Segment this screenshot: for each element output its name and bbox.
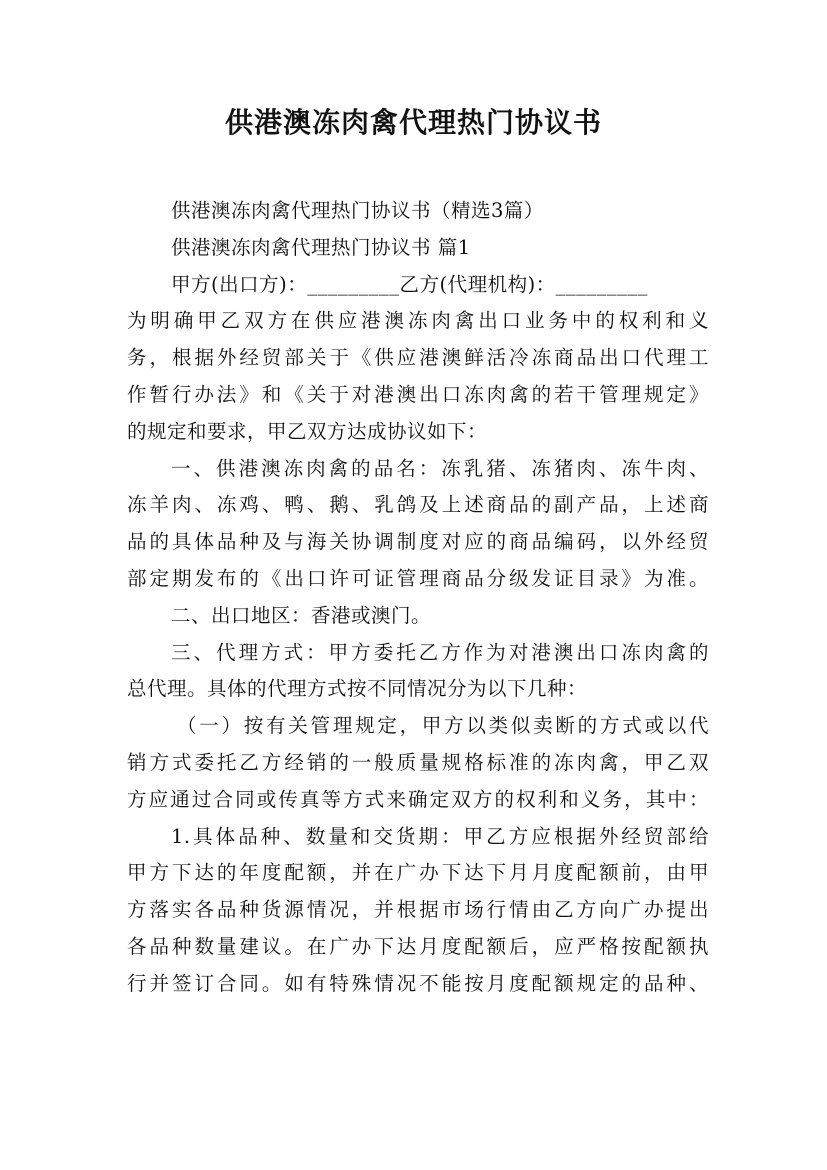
subtitle-line: 供港澳冻肉禽代理热门协议书（精选3篇） bbox=[171, 199, 544, 222]
paragraph-line: 的规定和要求，甲乙双方达成协议如下： bbox=[127, 419, 488, 443]
subclause-line: （一）按有关管理规定，甲方以类似卖断的方式或以代 bbox=[177, 714, 709, 738]
paragraph-line: 务，根据外经贸部关于《供应港澳鲜活冷冻商品出口代理工 bbox=[127, 346, 709, 370]
item-line: 甲方下达的年度配额，并在广办下达下月月度配额前，由甲 bbox=[127, 861, 709, 885]
item-line: 各品种数量建议。在广办下达月度配额后，应严格按配额执 bbox=[127, 934, 709, 958]
clause-line: 品的具体品种及与海关协调制度对应的商品编码，以外经贸 bbox=[127, 530, 709, 554]
paragraph-line: 为明确甲乙双方在供应港澳冻肉禽出口业务中的权利和义 bbox=[127, 309, 709, 333]
item-line: 方落实各品种货源情况，并根据市场行情由乙方向广办提出 bbox=[127, 898, 709, 922]
subclause-line: 方应通过合同或传真等方式来确定双方的权利和义务，其中： bbox=[127, 787, 709, 811]
document-body bbox=[127, 193, 709, 1003]
item-line: 行并签订合同。如有特殊情况不能按月度配额规定的品种、 bbox=[127, 971, 709, 995]
document-title: 供港澳冻肉禽代理热门协议书 bbox=[224, 106, 602, 139]
item-line: 1.具体品种、数量和交货期：甲乙方应根据外经贸部给 bbox=[171, 824, 709, 848]
paragraph-line: 作暂行办法》和《关于对港澳出口冻肉禽的若干管理规定》 bbox=[127, 382, 709, 406]
clause-line: 二、出口地区：香港或澳门。 bbox=[171, 603, 432, 627]
clause-line: 部定期发布的《出口许可证管理商品分级发证目录》为准。 bbox=[127, 566, 709, 590]
clause-line: 一、供港澳冻肉禽的品名：冻乳猪、冻猪肉、冻牛肉、 bbox=[171, 456, 709, 480]
parties-line: 甲方(出口方)：_________乙方(代理机构)：_________ bbox=[171, 272, 648, 296]
section-heading: 供港澳冻肉禽代理热门协议书 篇1 bbox=[171, 235, 471, 259]
clause-line: 冻羊肉、冻鸡、鸭、鹅、乳鸽及上述商品的副产品，上述商 bbox=[127, 493, 709, 517]
clause-line: 三、代理方式：甲方委托乙方作为对港澳出口冻肉禽的 bbox=[171, 640, 709, 664]
clause-line: 总代理。具体的代理方式按不同情况分为以下几种： bbox=[127, 677, 588, 701]
subclause-line: 销方式委托乙方经销的一般质量规格标准的冻肉禽，甲乙双 bbox=[127, 750, 709, 774]
